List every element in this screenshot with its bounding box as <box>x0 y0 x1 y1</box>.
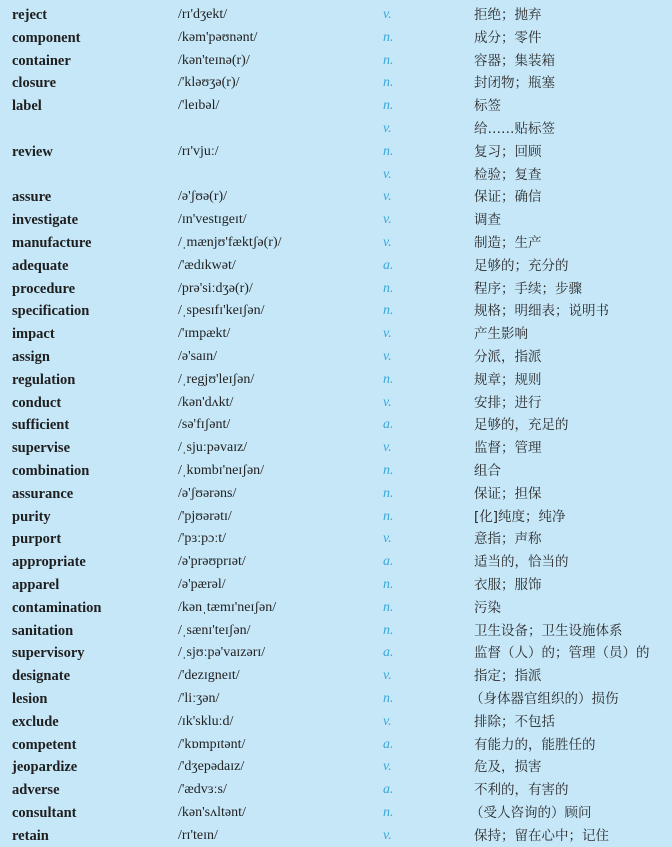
vocab-meaning: 拒绝；抛弃 <box>474 7 542 23</box>
vocab-word: assign <box>12 348 50 365</box>
vocab-phonetic: /kəm'pəʊnənt/ <box>178 29 258 45</box>
vocab-row <box>0 779 672 802</box>
vocab-meaning: 排除；不包括 <box>474 713 555 730</box>
vocab-meaning: 容器；集装箱 <box>474 52 555 69</box>
vocab-meaning: 标签 <box>474 98 501 115</box>
vocab-meaning: 足够的，充足的 <box>474 417 569 434</box>
vocab-part-of-speech: a. <box>383 554 394 570</box>
vocab-word: lesion <box>12 690 48 707</box>
vocab-word: investigate <box>12 212 79 229</box>
vocab-row <box>0 255 672 278</box>
vocab-part-of-speech: v. <box>383 531 392 547</box>
vocab-row <box>0 711 672 734</box>
vocab-row <box>0 437 672 460</box>
vocab-word: competent <box>12 736 77 753</box>
vocab-part-of-speech: v. <box>383 440 392 456</box>
vocab-part-of-speech: v. <box>383 348 392 364</box>
vocab-row <box>0 825 672 847</box>
vocab-part-of-speech: n. <box>383 303 394 319</box>
vocab-part-of-speech: n. <box>383 804 394 820</box>
vocab-word: retain <box>12 827 49 844</box>
vocab-meaning: 足够的；充分的 <box>474 257 569 274</box>
vocab-word: component <box>12 29 81 46</box>
vocab-phonetic: /prə'siːdʒə(r)/ <box>178 280 253 296</box>
vocab-part-of-speech: v. <box>383 326 392 342</box>
vocab-phonetic: /ˌsjuːpəvaɪz/ <box>178 440 248 456</box>
vocab-word: reject <box>12 7 48 23</box>
vocab-phonetic: /'pjʊərətɪ/ <box>178 508 232 524</box>
vocab-meaning: 分派，指派 <box>474 348 542 365</box>
vocab-row <box>0 323 672 346</box>
vocab-meaning: 程序；手续；步骤 <box>474 280 582 297</box>
vocab-word: review <box>12 143 53 160</box>
vocab-phonetic: /'kləʊʒə(r)/ <box>178 75 240 91</box>
vocab-part-of-speech: n. <box>383 371 394 387</box>
vocab-part-of-speech: a. <box>383 257 394 273</box>
vocab-part-of-speech: v. <box>383 189 392 205</box>
vocab-word: supervisory <box>12 645 85 662</box>
vocab-word: adverse <box>12 782 60 799</box>
vocab-part-of-speech: v. <box>383 668 392 684</box>
vocab-word: container <box>12 52 71 69</box>
vocab-word: label <box>12 98 42 115</box>
vocab-row <box>0 72 672 95</box>
vocab-meaning: 保证；确信 <box>474 189 542 206</box>
vocab-word: impact <box>12 326 55 343</box>
vocab-phonetic: /'liːʒən/ <box>178 690 220 706</box>
vocab-phonetic: /sə'fɪʃənt/ <box>178 417 231 433</box>
vocab-row <box>0 802 672 825</box>
vocab-row <box>0 50 672 73</box>
vocab-row <box>0 95 672 118</box>
vocab-part-of-speech: n. <box>383 143 394 159</box>
vocab-meaning: （身体器官组织的）损伤 <box>470 690 619 707</box>
vocab-phonetic: /'dʒepədaɪz/ <box>178 759 245 775</box>
vocab-part-of-speech: v. <box>383 713 392 729</box>
vocab-meaning: 污染 <box>474 599 501 616</box>
vocab-word: designate <box>12 668 70 685</box>
vocab-phonetic: /kən'teɪnə(r)/ <box>178 52 250 68</box>
vocab-row <box>0 688 672 711</box>
vocab-part-of-speech: n. <box>383 462 394 478</box>
vocab-part-of-speech: n. <box>383 508 394 524</box>
vocab-word: adequate <box>12 257 69 274</box>
vocab-phonetic: /'ædɪkwət/ <box>178 257 236 273</box>
vocab-row <box>0 4 672 27</box>
vocab-row <box>0 118 672 141</box>
vocab-part-of-speech: v. <box>383 759 392 775</box>
vocab-part-of-speech: n. <box>383 485 394 501</box>
vocab-meaning: 保持；留在心中；记住 <box>474 827 609 844</box>
vocab-phonetic: /ə'saɪn/ <box>178 348 218 364</box>
vocab-row <box>0 574 672 597</box>
vocabulary-table <box>0 4 672 847</box>
vocab-phonetic: /rɪ'dʒekt/ <box>178 7 228 22</box>
vocab-meaning: 卫生设备；卫生设施体系 <box>474 622 623 639</box>
vocab-word: combination <box>12 462 90 479</box>
vocab-word: apparel <box>12 576 60 593</box>
vocab-word: procedure <box>12 280 76 297</box>
vocab-row <box>0 642 672 665</box>
vocab-part-of-speech: v. <box>383 120 392 136</box>
vocab-row <box>0 620 672 643</box>
vocab-row <box>0 278 672 301</box>
vocab-phonetic: /ɪn'vestɪgeɪt/ <box>178 212 247 228</box>
vocab-word: regulation <box>12 371 76 388</box>
vocab-phonetic: /kən'sʌltənt/ <box>178 804 246 820</box>
vocab-row <box>0 460 672 483</box>
vocab-row <box>0 392 672 415</box>
vocab-word: consultant <box>12 804 77 821</box>
vocab-row <box>0 665 672 688</box>
vocab-word: supervise <box>12 440 70 457</box>
vocab-part-of-speech: v. <box>383 234 392 250</box>
vocab-phonetic: /ə'prəʊprɪət/ <box>178 554 246 570</box>
vocab-part-of-speech: n. <box>383 29 394 45</box>
vocab-phonetic: /'kɒmpɪtənt/ <box>178 736 246 752</box>
vocab-meaning: 有能力的，能胜任的 <box>474 736 596 753</box>
vocab-row <box>0 414 672 437</box>
vocab-phonetic: /'dezɪgneɪt/ <box>178 668 240 684</box>
vocab-part-of-speech: a. <box>383 645 394 661</box>
vocab-row <box>0 756 672 779</box>
vocab-part-of-speech: v. <box>383 394 392 410</box>
vocab-row <box>0 209 672 232</box>
vocab-word: closure <box>12 75 57 92</box>
vocab-part-of-speech: v. <box>383 827 392 843</box>
vocab-word: purity <box>12 508 51 525</box>
vocab-word: assure <box>12 189 52 206</box>
vocab-part-of-speech: n. <box>383 75 394 91</box>
vocab-row <box>0 141 672 164</box>
vocab-word: sanitation <box>12 622 74 639</box>
vocab-meaning: 制造；生产 <box>474 234 542 251</box>
vocab-word: conduct <box>12 394 62 411</box>
vocab-phonetic: /ɪk'skluːd/ <box>178 713 234 729</box>
vocab-meaning: 安排；进行 <box>474 394 542 411</box>
vocab-meaning: 组合 <box>474 462 501 479</box>
vocab-phonetic: /rɪ'vjuː/ <box>178 143 219 159</box>
vocab-meaning: 不利的，有害的 <box>474 782 569 799</box>
vocab-part-of-speech: v. <box>383 7 392 22</box>
vocab-word: exclude <box>12 713 59 730</box>
vocab-meaning: 指定；指派 <box>474 668 542 685</box>
vocab-part-of-speech: n. <box>383 98 394 114</box>
vocab-meaning: 检验；复查 <box>474 166 542 183</box>
vocab-phonetic: /ˌspesɪfɪ'keɪʃən/ <box>178 303 265 319</box>
vocab-meaning: 危及，损害 <box>474 759 542 776</box>
vocab-row <box>0 506 672 529</box>
vocab-meaning: 衣服；服饰 <box>474 576 542 593</box>
vocab-row <box>0 528 672 551</box>
vocab-meaning: 复习；回顾 <box>474 143 542 160</box>
vocab-meaning: 规格；明细表；说明书 <box>474 303 609 320</box>
vocab-phonetic: /'pɜːpɔːt/ <box>178 531 227 547</box>
vocab-word: assurance <box>12 485 74 502</box>
vocab-row <box>0 186 672 209</box>
vocab-word: contamination <box>12 599 102 616</box>
vocab-row <box>0 346 672 369</box>
vocab-phonetic: /ə'pærəl/ <box>178 576 226 592</box>
vocab-word: specification <box>12 303 90 320</box>
vocab-meaning: 规章；规则 <box>474 371 542 388</box>
vocab-phonetic: /rɪ'teɪn/ <box>178 827 218 843</box>
vocab-part-of-speech: n. <box>383 690 394 706</box>
vocab-row <box>0 551 672 574</box>
vocab-word: appropriate <box>12 554 86 571</box>
vocab-row <box>0 483 672 506</box>
vocab-meaning: 产生影响 <box>474 326 528 343</box>
vocab-row <box>0 232 672 255</box>
vocab-meaning: [化]纯度；纯净 <box>474 508 566 525</box>
vocab-word: sufficient <box>12 417 70 434</box>
vocab-meaning: 成分；零件 <box>474 29 542 46</box>
vocab-phonetic: /'leɪbəl/ <box>178 98 220 114</box>
vocab-row <box>0 27 672 50</box>
vocab-part-of-speech: n. <box>383 622 394 638</box>
vocab-word: jeopardize <box>12 759 78 776</box>
vocab-meaning: 监督；管理 <box>474 440 542 457</box>
vocab-part-of-speech: v. <box>383 166 392 182</box>
vocab-word: manufacture <box>12 234 92 251</box>
vocab-part-of-speech: v. <box>383 212 392 228</box>
vocab-row <box>0 734 672 757</box>
vocab-part-of-speech: n. <box>383 52 394 68</box>
vocab-meaning: 调查 <box>474 212 501 229</box>
vocab-part-of-speech: a. <box>383 782 394 798</box>
vocab-word: purport <box>12 531 62 548</box>
vocab-meaning: 保证；担保 <box>474 485 542 502</box>
vocab-row <box>0 597 672 620</box>
vocab-phonetic: /ə'ʃʊə(r)/ <box>178 189 228 205</box>
vocab-phonetic: /'ædvɜːs/ <box>178 782 227 798</box>
vocab-row <box>0 164 672 187</box>
vocab-phonetic: /kənˌtæmɪ'neɪʃən/ <box>178 599 277 615</box>
vocab-meaning: 意指；声称 <box>474 531 542 548</box>
vocab-row <box>0 300 672 323</box>
vocab-meaning: 适当的，恰当的 <box>474 554 569 571</box>
vocab-meaning: 监督（人）的；管理（员）的 <box>474 645 650 662</box>
vocab-part-of-speech: a. <box>383 736 394 752</box>
vocab-part-of-speech: n. <box>383 280 394 296</box>
vocab-meaning: 封闭物；瓶塞 <box>474 75 555 92</box>
vocab-phonetic: /ˌsænɪ'teɪʃən/ <box>178 622 251 638</box>
vocab-phonetic: /ə'ʃʊərəns/ <box>178 485 237 501</box>
vocab-part-of-speech: n. <box>383 576 394 592</box>
vocab-phonetic: /ˌmænjʊ'fæktʃə(r)/ <box>178 234 282 250</box>
vocab-row <box>0 369 672 392</box>
vocab-part-of-speech: n. <box>383 599 394 615</box>
vocab-part-of-speech: a. <box>383 417 394 433</box>
vocab-phonetic: /'ɪmpækt/ <box>178 326 231 342</box>
vocab-phonetic: /ˌregjʊ'leɪʃən/ <box>178 371 255 387</box>
vocab-phonetic: /kən'dʌkt/ <box>178 394 234 410</box>
vocab-phonetic: /ˌkɒmbɪ'neɪʃən/ <box>178 462 265 478</box>
vocab-meaning: 给……贴标签 <box>474 120 555 137</box>
vocab-meaning: （受人咨询的）顾问 <box>470 804 592 821</box>
vocab-phonetic: /ˌsjʊːpə'vaɪzərɪ/ <box>178 645 266 661</box>
